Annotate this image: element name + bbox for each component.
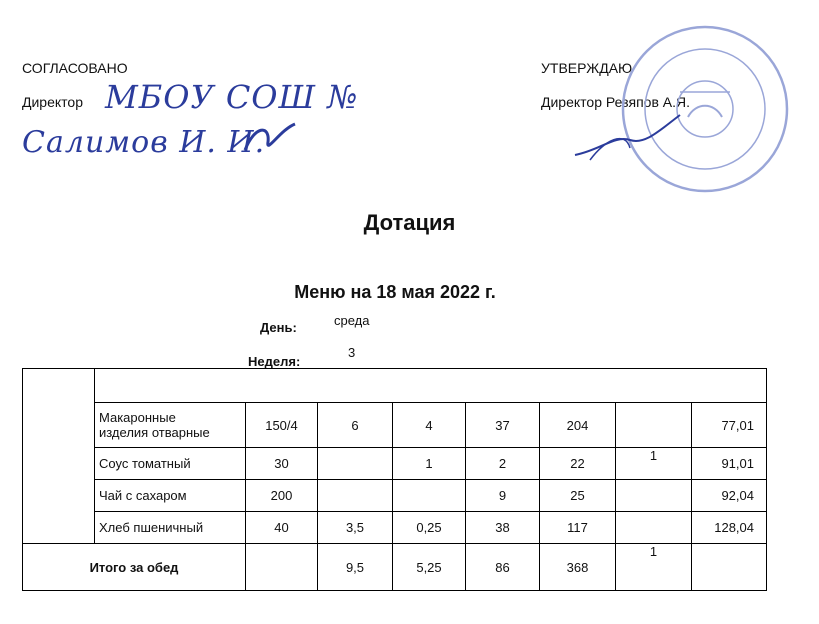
dish-protein: 6 bbox=[318, 403, 393, 448]
side-empty-cell bbox=[23, 369, 95, 544]
dish-price: 92,04 bbox=[692, 480, 767, 512]
dish-protein bbox=[318, 480, 393, 512]
menu-table bbox=[22, 368, 767, 591]
dish-energy: 25 bbox=[540, 480, 616, 512]
dish-carbs: 9 bbox=[466, 480, 540, 512]
total-energy: 368 bbox=[540, 544, 616, 591]
dish-vitamin bbox=[616, 403, 692, 448]
dish-energy: 22 bbox=[540, 448, 616, 480]
dish-price: 91,01 bbox=[692, 448, 767, 480]
dish-fat: 1 bbox=[393, 448, 466, 480]
header-empty-cell bbox=[95, 369, 767, 403]
total-carbs: 86 bbox=[466, 544, 540, 591]
day-value: среда bbox=[334, 313, 370, 328]
dish-portion: 40 bbox=[246, 512, 318, 544]
dish-vitamin bbox=[616, 480, 692, 512]
total-vitamin: 1 bbox=[616, 544, 692, 591]
handwritten-organization: МБОУ СОШ № bbox=[105, 78, 359, 116]
approval-heading-right: УТВЕРЖДАЮ bbox=[541, 60, 633, 76]
dish-portion: 200 bbox=[246, 480, 318, 512]
dish-vitamin bbox=[616, 512, 692, 544]
day-label: День: bbox=[260, 320, 297, 335]
week-label: Неделя: bbox=[248, 354, 301, 369]
menu-date-title: Меню на 18 мая 2022 г. bbox=[294, 282, 496, 302]
dish-vitamin: 1 bbox=[616, 448, 692, 480]
director-signature bbox=[570, 110, 690, 170]
total-fat: 5,25 bbox=[393, 544, 466, 591]
page-title: Дотация bbox=[363, 210, 456, 235]
week-value: 3 bbox=[348, 345, 356, 360]
dish-fat bbox=[393, 480, 466, 512]
dish-fat: 0,25 bbox=[393, 512, 466, 544]
approval-position-right: Директор Резяпов А.Я. bbox=[541, 94, 690, 110]
approval-heading-left: СОГЛАСОВАНО bbox=[22, 60, 128, 76]
dish-portion: 30 bbox=[246, 448, 318, 480]
table-header-row bbox=[23, 369, 767, 403]
dish-protein bbox=[318, 448, 393, 480]
handwritten-name: Салимов И. И. bbox=[22, 125, 266, 160]
dish-name: Чай с сахаром bbox=[95, 480, 246, 512]
signature-mark bbox=[240, 120, 300, 160]
total-portion bbox=[246, 544, 318, 591]
dish-price: 77,01 bbox=[692, 403, 767, 448]
table-row bbox=[23, 512, 767, 544]
dish-name: Хлеб пшеничный bbox=[95, 512, 246, 544]
dish-energy: 204 bbox=[540, 403, 616, 448]
dish-name: Макаронные изделия отварные bbox=[95, 403, 246, 448]
dish-carbs: 38 bbox=[466, 512, 540, 544]
approval-position-left: Директор bbox=[22, 94, 83, 110]
dish-name: Соус томатный bbox=[95, 448, 246, 480]
total-price bbox=[692, 544, 767, 591]
dish-fat: 4 bbox=[393, 403, 466, 448]
table-row bbox=[23, 403, 767, 448]
dish-carbs: 2 bbox=[466, 448, 540, 480]
dish-carbs: 37 bbox=[466, 403, 540, 448]
dish-protein: 3,5 bbox=[318, 512, 393, 544]
total-label: Итого за обед bbox=[23, 544, 246, 591]
total-protein: 9,5 bbox=[318, 544, 393, 591]
dish-energy: 117 bbox=[540, 512, 616, 544]
table-row bbox=[23, 448, 767, 480]
total-row bbox=[23, 544, 767, 591]
dish-portion: 150/4 bbox=[246, 403, 318, 448]
table-row bbox=[23, 480, 767, 512]
dish-price: 128,04 bbox=[692, 512, 767, 544]
